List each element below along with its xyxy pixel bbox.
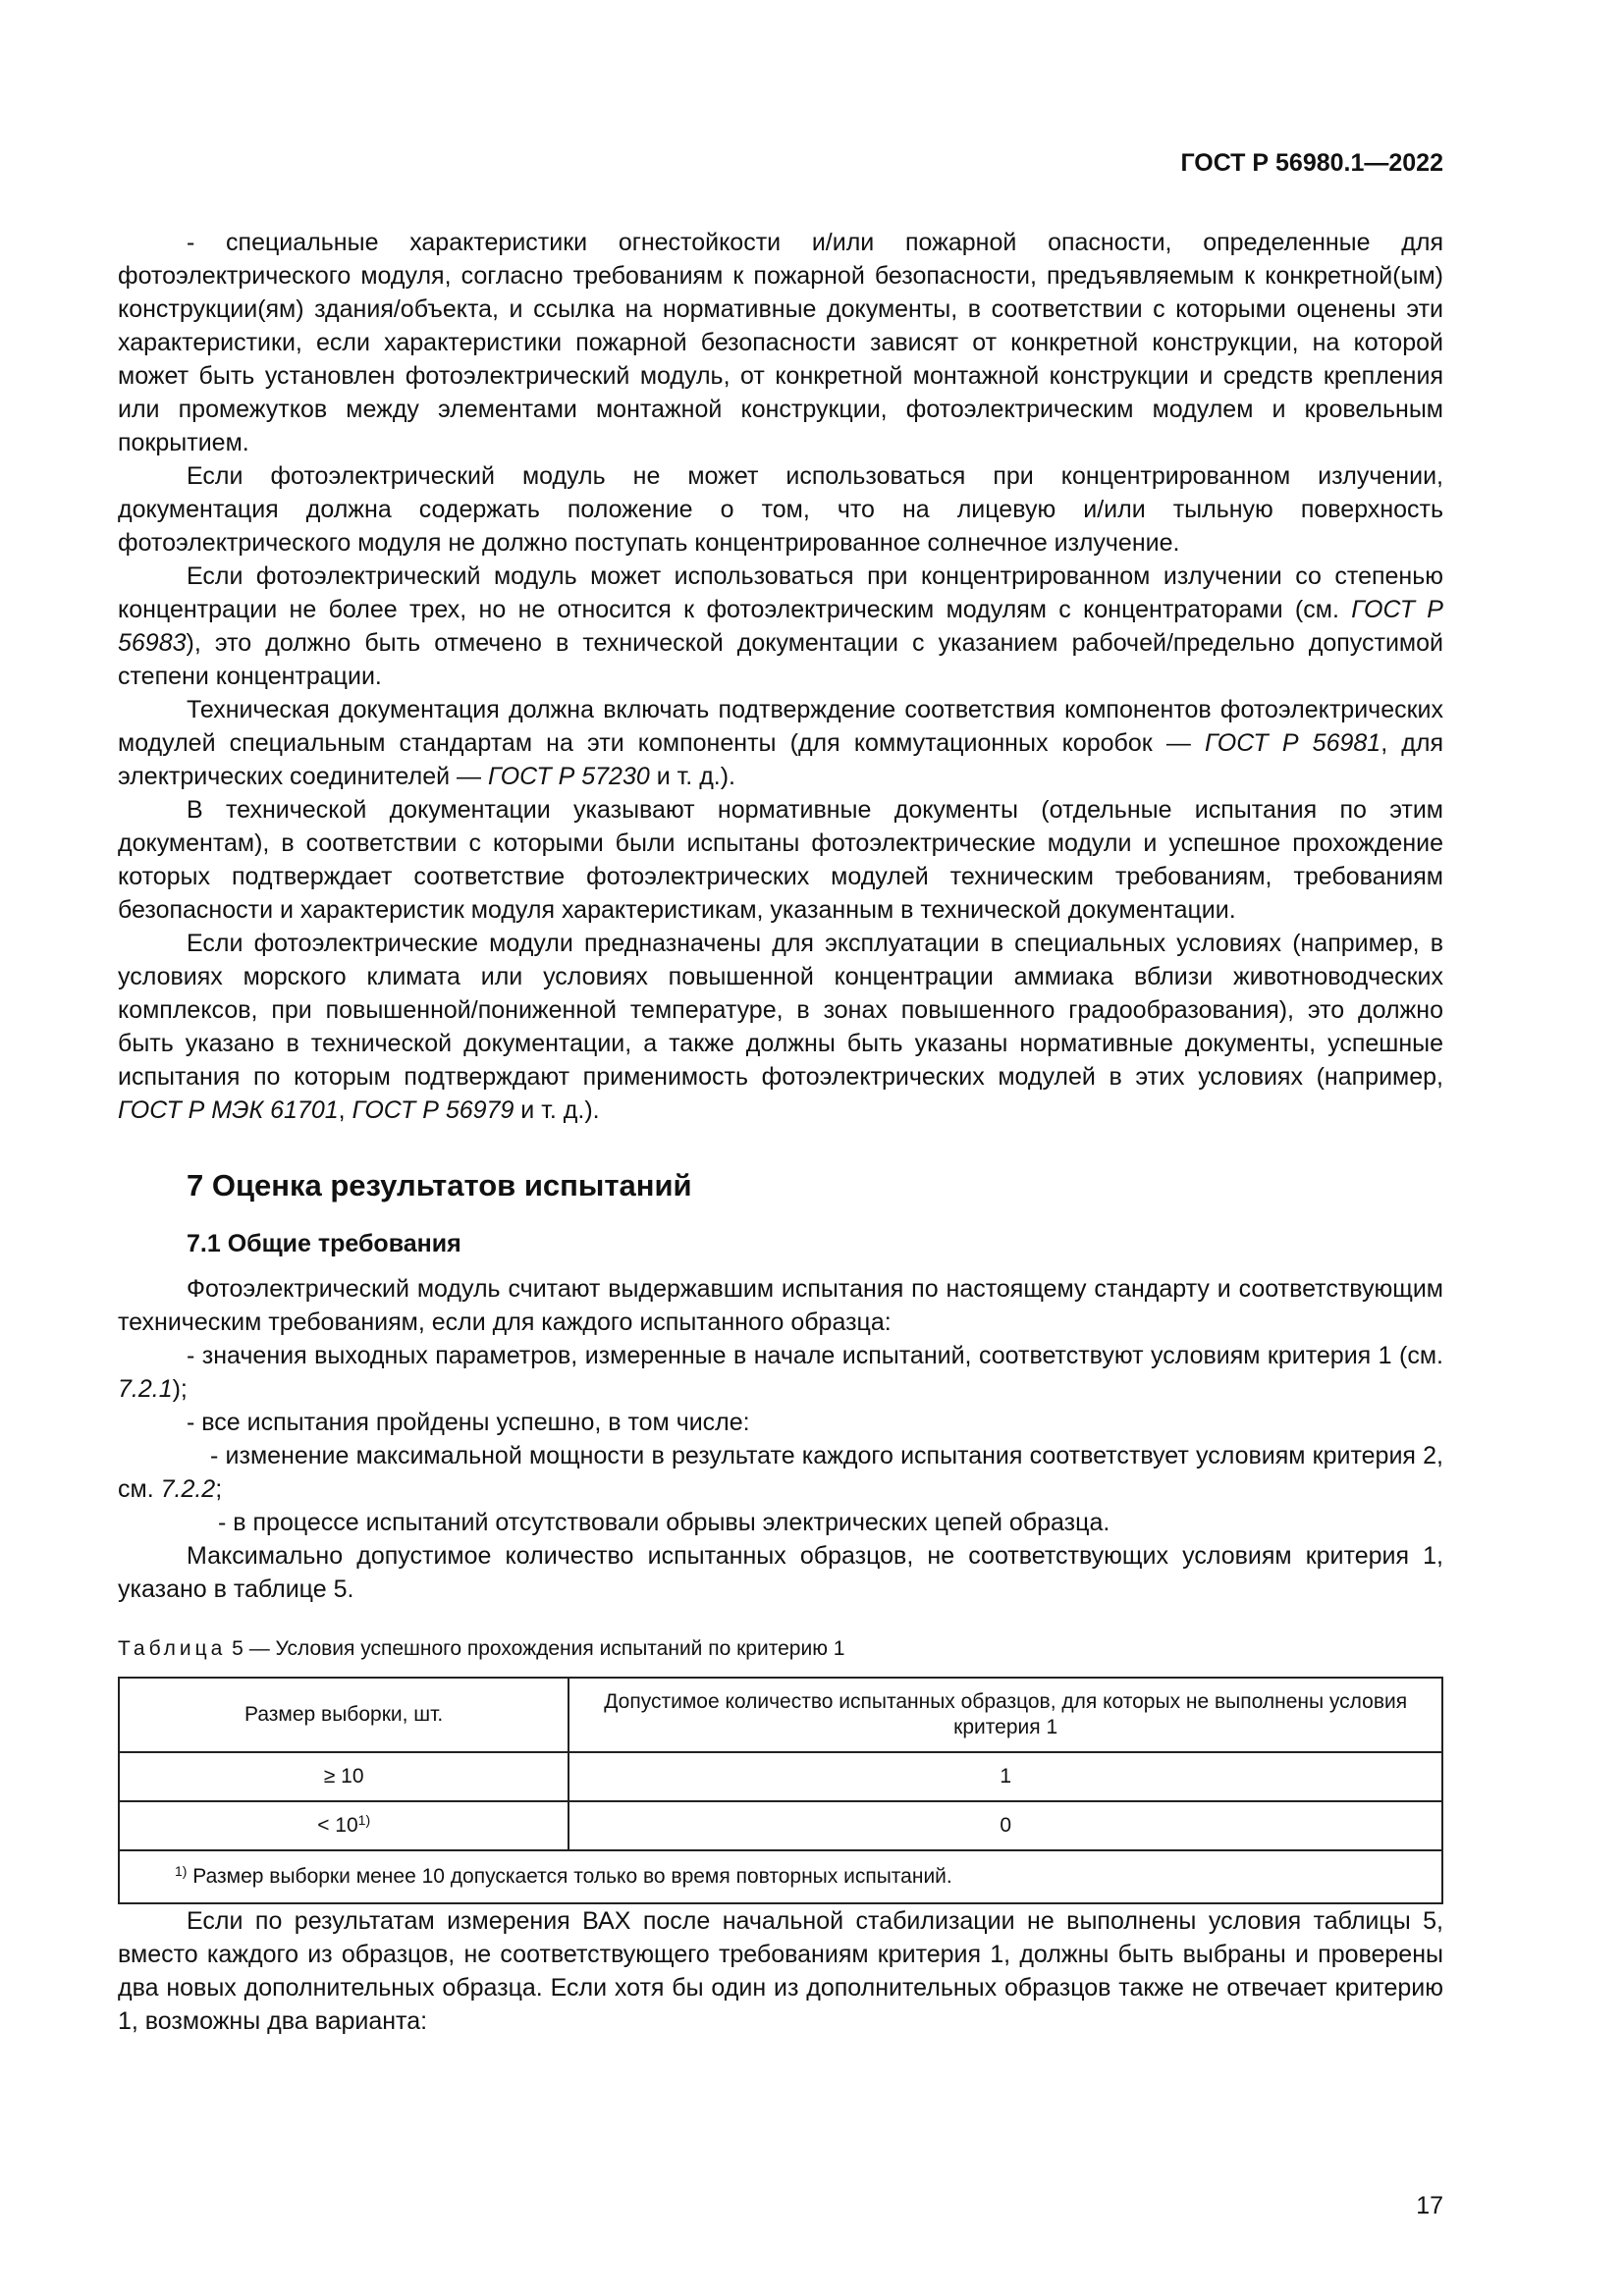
criteria-item-4: - в процессе испытаний отсутствовали обрывы электрических цепей образца. [218,1509,1110,1536]
paragraph-concentrated-allowed [118,560,1443,693]
table-5 [118,1677,1443,1904]
page-content [118,226,1443,2038]
section-title: 7 Оценка результатов испытаний [187,1168,692,1202]
page-number: 17 [1416,2192,1443,2219]
table-caption-word: Таблица [118,1637,227,1660]
table-caption [118,1635,1443,1663]
table-header-row [119,1678,1442,1752]
text-segment: и т. д.). [514,1096,600,1124]
section-intro: Фотоэлектрический модуль считают выдержавшим испытания по настоящему стандарту и соответствующим техническим требованиям, если для каждого испытанного образца: [118,1275,1443,1336]
standard-reference: ГОСТ Р 56981 [1204,729,1381,757]
paragraph-after-table: Если по результатам измерения ВАХ после начальной стабилизации не выполнены условия таблицы 5, вместо каждого из образцов, не соответствующего требованиям критерия 1, должны быть выбраны и проверены два новых дополнительных образца. Если хотя бы один из дополнительных образцов также не отвечает критерию 1, возможны два варианта: [118,1907,1443,2035]
header-allowed-count: Допустимое количество испытанных образцов, для которых не выполнены условия критерия 1 [568,1678,1442,1752]
document-header: ГОСТ Р 56980.1—2022 [1180,149,1443,177]
footnote-marker: 1) [357,1812,371,1828]
cell-allowed-count: 0 [568,1801,1442,1850]
table-footnote-row [119,1850,1442,1903]
text-segment: и т. д.). [649,763,735,790]
text-segment: - значения выходных параметров, измеренные в начале испытаний, соответствуют условиям критерия 1 (см. [187,1342,1443,1369]
paragraph-special-conditions [118,927,1443,1127]
paragraph-concentrated-not-allowed: Если фотоэлектрический модуль не может использоваться при концентрированном излучении, документация должна содержать положение о том, что на лицевую и/или тыльную поверхность фотоэлектрического модуля не должно поступать концентрированное солнечное излучение. [118,462,1443,557]
table-footnote [119,1850,1442,1903]
cell-value: ≥ 10 [323,1765,364,1788]
cell-value: < 10 [317,1814,358,1837]
standard-reference: ГОСТ Р 56983 [118,596,1443,657]
cell-sample-size [119,1752,568,1801]
paragraph-component-standards [118,693,1443,793]
text-segment: Техническая документация должна включать подтверждение соответствия компонентов фотоэлектрических модулей специальным стандартам на эти компоненты (для коммутационных коробок — [118,696,1443,757]
standard-reference: ГОСТ Р 56979 [352,1096,514,1124]
footnote-text: Размер выборки менее 10 допускается только во время повторных испытаний. [187,1865,952,1888]
cell-sample-size [119,1801,568,1850]
criteria-item-2: - все испытания пройдены успешно, в том числе: [187,1409,750,1436]
criteria-item-3 [118,1439,1443,1506]
header-sample-size: Размер выборки, шт. [119,1678,568,1752]
text-segment: Если фотоэлектрический модуль может использоваться при концентрированном излучении со степенью концентрации не более трех, но не относится к фотоэлектрическим модулям с концентраторами (см. [118,562,1443,623]
text-segment: ), это должно быть отмечено в технической документации с указанием рабочей/предельно допустимой степени концентрации. [118,629,1443,690]
footnote-marker: 1) [175,1863,188,1879]
table-row [119,1752,1442,1801]
max-samples-text: Максимально допустимое количество испытанных образцов, не соответствующих условиям критерия 1, указано в таблице 5. [118,1542,1443,1603]
standard-reference: ГОСТ Р 57230 [487,763,650,790]
paragraph-normative-documents: В технической документации указывают нормативные документы (отдельные испытания по этим документам), в соответствии с которыми были испытаны фотоэлектрические модули и успешное прохождение которых подтверждает соответствие фотоэлектрических модулей техническим требованиям, требованиям безопасности и характеристик модуля характеристикам, указанным в технической документации. [118,796,1443,924]
text-segment: Если фотоэлектрические модули предназначены для эксплуатации в специальных условиях (например, в условиях морского климата или условиях повышенной концентрации аммиака вблизи животноводческих комплексов, при повышенной/пониженной температуре, в зонах повышенного градообразования), это должно быть указано в технической документации, а также должны быть указаны нормативные документы, успешные испытания по которым подтверждают применимость фотоэлектрических модулей в этих условиях (например, [118,930,1443,1091]
text-segment: , для электрических соединителей — [118,729,1443,790]
text-segment: , [338,1096,352,1124]
subsection-title: 7.1 Общие требования [187,1230,461,1257]
paragraph-fire-characteristics: - специальные характеристики огнестойкости и/или пожарной опасности, определенные для фотоэлектрического модуля, согласно требованиям к пожарной безопасности, предъявляемым к конкретной(ым) конструкции(ям) здания/объекта, и ссылка на нормативные документы, в соответствии с которыми оценены эти характеристики, если характеристики пожарной безопасности зависят от конкретной конструкции, на которой может быть установлен фотоэлектрический модуль, от конкретной монтажной конструкции и средств крепления или промежутков между элементами монтажной конструкции, фотоэлектрическим модулем и кровельным покрытием. [118,229,1443,456]
text-segment: ); [172,1375,188,1403]
clause-reference: 7.2.2 [160,1475,216,1503]
standard-reference: ГОСТ Р МЭК 61701 [118,1096,339,1124]
cell-allowed-count: 1 [568,1752,1442,1801]
table-caption-text: 5 — Условия успешного прохождения испытаний по критерию 1 [226,1637,845,1660]
criteria-item-1 [118,1339,1443,1406]
clause-reference: 7.2.1 [118,1375,173,1403]
table-row [119,1801,1442,1850]
text-segment: ; [215,1475,223,1503]
text-segment: - изменение максимальной мощности в результате каждого испытания соответствует условиям критерия 2, см. [118,1442,1443,1503]
